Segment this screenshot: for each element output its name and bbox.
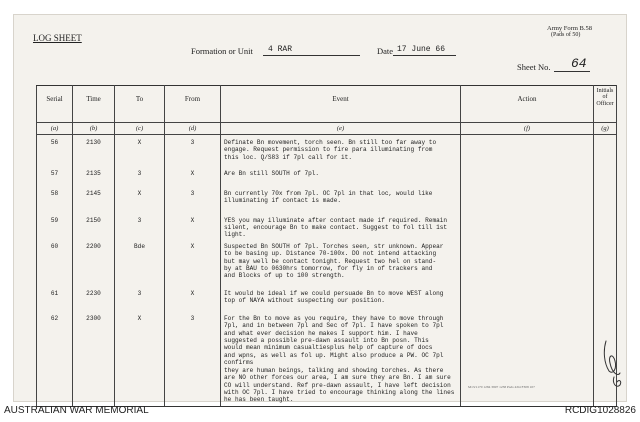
event-cell: For the Bn to move as you require, they have to move through 7pl, and in between 7pl and Sec of 7pl. I have spoken to 7pl and what ever decision he makes I support him. I have suggested a possible pre-dawn assault into Bn posn. This would mean minimum casualtiesplus help of capture of docs and wpns, as well as fol up. Might also produce a PW. OC 7pl confirms they are human beings, talking and showing torches. As there are NO other forces our area, I am sure they are Bn. I am sure CO will understand. Ref pre-dawn assault, I have left decision with OC 7pl. I have tried to encourage thinking along the lines he has been taught. [221, 311, 461, 407]
column-header-event: Event [221, 86, 461, 123]
formation-value: 4 RAR [268, 45, 293, 54]
to-cell: 3 [115, 213, 165, 239]
from-cell: X [165, 286, 221, 311]
serial-cell: 62 [37, 311, 73, 407]
time-cell: 2200 [73, 239, 115, 286]
column-header-from: From [165, 86, 221, 123]
time-cell: 2135 [73, 166, 115, 186]
time-cell: 2150 [73, 213, 115, 239]
column-letter-f: (f) [461, 123, 594, 135]
from-cell: 3 [165, 135, 221, 166]
from-cell: X [165, 239, 221, 286]
from-cell: 3 [165, 311, 221, 407]
table-row [37, 186, 617, 213]
army-form-label: Army Form B.58 [547, 25, 592, 32]
column-letter-b: (b) [73, 123, 115, 135]
formation-label: Formation or Unit [191, 46, 253, 56]
date-value: 17 June 66 [397, 45, 446, 54]
event-cell: It would be ideal if we could persuade Bn to move WEST along top of NAYA without suspecting our position. [221, 286, 461, 311]
action-cell [461, 186, 594, 213]
to-cell: 3 [115, 166, 165, 186]
table-row [37, 166, 617, 186]
officer-initials-scribble [600, 333, 626, 393]
sheet-title: LOG SHEET [33, 33, 82, 43]
log-table [36, 85, 617, 407]
serial-cell: 60 [37, 239, 73, 286]
column-header-serial: Serial [37, 86, 73, 123]
column-letter-e: (e) [221, 123, 461, 135]
sheet-number-label: Sheet No. [517, 62, 551, 72]
action-cell [461, 286, 594, 311]
time-cell: 2300 [73, 311, 115, 407]
archive-caption: AUSTRALIAN WAR MEMORIAL [4, 405, 149, 416]
pads-label: (Pads of 50) [551, 32, 581, 38]
to-cell: X [115, 135, 165, 166]
time-cell: 2130 [73, 135, 115, 166]
column-header-time: Time [73, 86, 115, 123]
column-letter-row [37, 123, 617, 135]
action-cell [461, 213, 594, 239]
action-cell [461, 166, 594, 186]
from-cell: X [165, 213, 221, 239]
column-letter-d: (d) [165, 123, 221, 135]
from-cell: 3 [165, 186, 221, 213]
to-cell: 3 [115, 286, 165, 311]
form-print-code: M13/1170 1284 3997 1238 Pads 4/64 F308 107 [468, 385, 535, 389]
column-letter-c: (c) [115, 123, 165, 135]
archive-id: RCDIG1028826 [564, 405, 636, 416]
initials-cell [594, 166, 617, 186]
date-label: Date [377, 46, 394, 56]
initials-cell [594, 239, 617, 286]
column-header-action: Action [461, 86, 594, 123]
formation-underline [263, 55, 360, 56]
action-cell [461, 239, 594, 286]
initials-cell [594, 286, 617, 311]
action-cell [461, 135, 594, 166]
initials-cell [594, 213, 617, 239]
initials-cell [594, 135, 617, 166]
event-cell: Are Bn still SOUTH of 7pl. [221, 166, 461, 186]
column-header-initials: Initials of Officer [594, 86, 617, 123]
column-letter-g: (g) [594, 123, 617, 135]
event-cell: Definate Bn movement, torch seen. Bn still too far away to engage. Request permission to fire para illuminating from this loc. Q/S83 if 7pl call for it. [221, 135, 461, 166]
event-cell: Bn currently 70x from 7pl. OC 7pl in that loc, would like illuminating if contact is made. [221, 186, 461, 213]
column-header-row [37, 86, 617, 123]
serial-cell: 57 [37, 166, 73, 186]
log-sheet-page [13, 14, 627, 402]
table-row [37, 239, 617, 286]
serial-cell: 56 [37, 135, 73, 166]
time-cell: 2230 [73, 286, 115, 311]
sheet-number-value: 64 [571, 56, 587, 71]
event-cell: YES you may illuminate after contact made if required. Remain silent, encourage Bn to make contact. Suggest to fol till 1st light. [221, 213, 461, 239]
sheet-number-underline [554, 71, 590, 72]
table-row [37, 286, 617, 311]
date-underline [393, 55, 456, 56]
initials-cell [594, 186, 617, 213]
from-cell: X [165, 166, 221, 186]
time-cell: 2145 [73, 186, 115, 213]
table-row [37, 311, 617, 407]
column-letter-a: (a) [37, 123, 73, 135]
to-cell: X [115, 311, 165, 407]
to-cell: X [115, 186, 165, 213]
serial-cell: 61 [37, 286, 73, 311]
action-cell [461, 311, 594, 407]
event-cell: Suspected Bn SOUTH of 7pl. Torches seen, str unknown. Appear to be basing up. Distance 70-100x. DO not intend attacking but may well be contact tonight. Request two hel on stand- by at BAU to 0630hrs tomorrow, for fly in of trackers and and Blocks of up to 100 strength. [221, 239, 461, 286]
column-header-to: To [115, 86, 165, 123]
table-row [37, 135, 617, 166]
to-cell: Bde [115, 239, 165, 286]
serial-cell: 58 [37, 186, 73, 213]
serial-cell: 59 [37, 213, 73, 239]
table-row [37, 213, 617, 239]
